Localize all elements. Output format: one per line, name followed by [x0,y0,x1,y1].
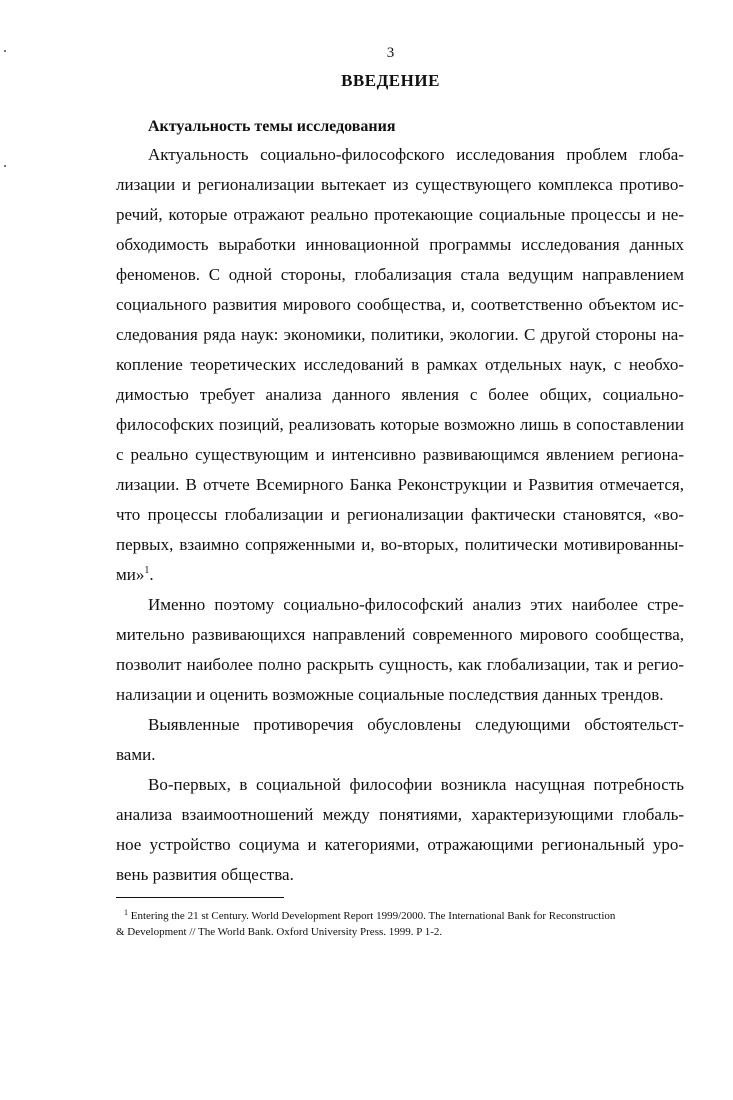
body-line: социального развития мирового сообщества, и, соответственно объектом ис- [116,295,684,314]
body-line: вами. [116,745,156,764]
footnote-ref: 1 [144,565,150,576]
body-line: первых, взаимно сопряженными и, во-вторых, политически мотивированны- [116,535,684,554]
body-line-text: ми» [116,565,145,584]
body-line: мительно развивающихся направлений современного мирового сообщества, [116,625,684,644]
body-line: лизации и регионализации вытекает из существующего комплекса противо- [116,175,684,194]
body-line: ное устройство социума и категориями, отражающими региональный уро- [116,835,684,854]
scan-mark [4,165,6,167]
section-heading: Актуальность темы исследования [148,118,396,135]
page-title: ВВЕДЕНИЕ [341,71,440,90]
footnote-text: Entering the 21 st Century. World Development Report 1999/2000. The International Bank for Reconstruction [130,910,616,922]
scan-mark [4,50,6,52]
page-number: 3 [386,45,395,61]
body-line: философских позиций, реализовать которые возможно лишь в сопоставлении [116,415,684,434]
body-line: нализации и оценить возможные социальные последствия данных трендов. [116,685,664,704]
footnote-divider [116,897,284,898]
body-line: вень развития общества. [116,865,294,884]
body-line: димостью требует анализа данного явления с более общих, социально- [116,385,684,404]
body-line: следования ряда наук: экономики, политики, экологии. С другой стороны на- [116,325,684,344]
body-line: обходимость выработки инновационной программы исследования данных [116,235,684,254]
body-line: феноменов. С одной стороны, глобализация стала ведущим направлением [116,265,684,284]
footnote-marker: 1 [124,908,128,917]
body-line: Именно поэтому социально-философский анализ этих наиболее стре- [148,595,684,614]
body-line: Актуальность социально-философского исследования проблем глоба- [148,145,684,164]
body-line: Во-первых, в социальной философии возникла насущная потребность [148,775,684,794]
footnote-line [124,909,684,923]
body-line: ми»$^1$. [116,565,154,584]
body-line: что процессы глобализации и регионализации фактически становятся, «во- [116,505,684,524]
footnote-line: & Development // The World Bank. Oxford University Press. 1999. P 1-2. [116,926,443,938]
body-line: лизации. В отчете Всемирного Банка Реконструкции и Развития отмечается, [116,475,684,494]
body-line: речий, которые отражают реально протекающие социальные процессы и не- [116,205,684,224]
body-line: анализа взаимоотношений между понятиями, характеризующими глобаль- [116,805,684,824]
body-line: Выявленные противоречия обусловлены следующими обстоятельст- [148,715,684,734]
body-line: копление теоретических исследований в рамках отдельных наук, с необхо- [116,355,684,374]
body-line: с реально существующим и интенсивно развивающимся явлением регионa- [116,445,684,464]
body-line: позволит наиболее полно раскрыть сущность, как глобализации, так и регио- [116,655,684,674]
